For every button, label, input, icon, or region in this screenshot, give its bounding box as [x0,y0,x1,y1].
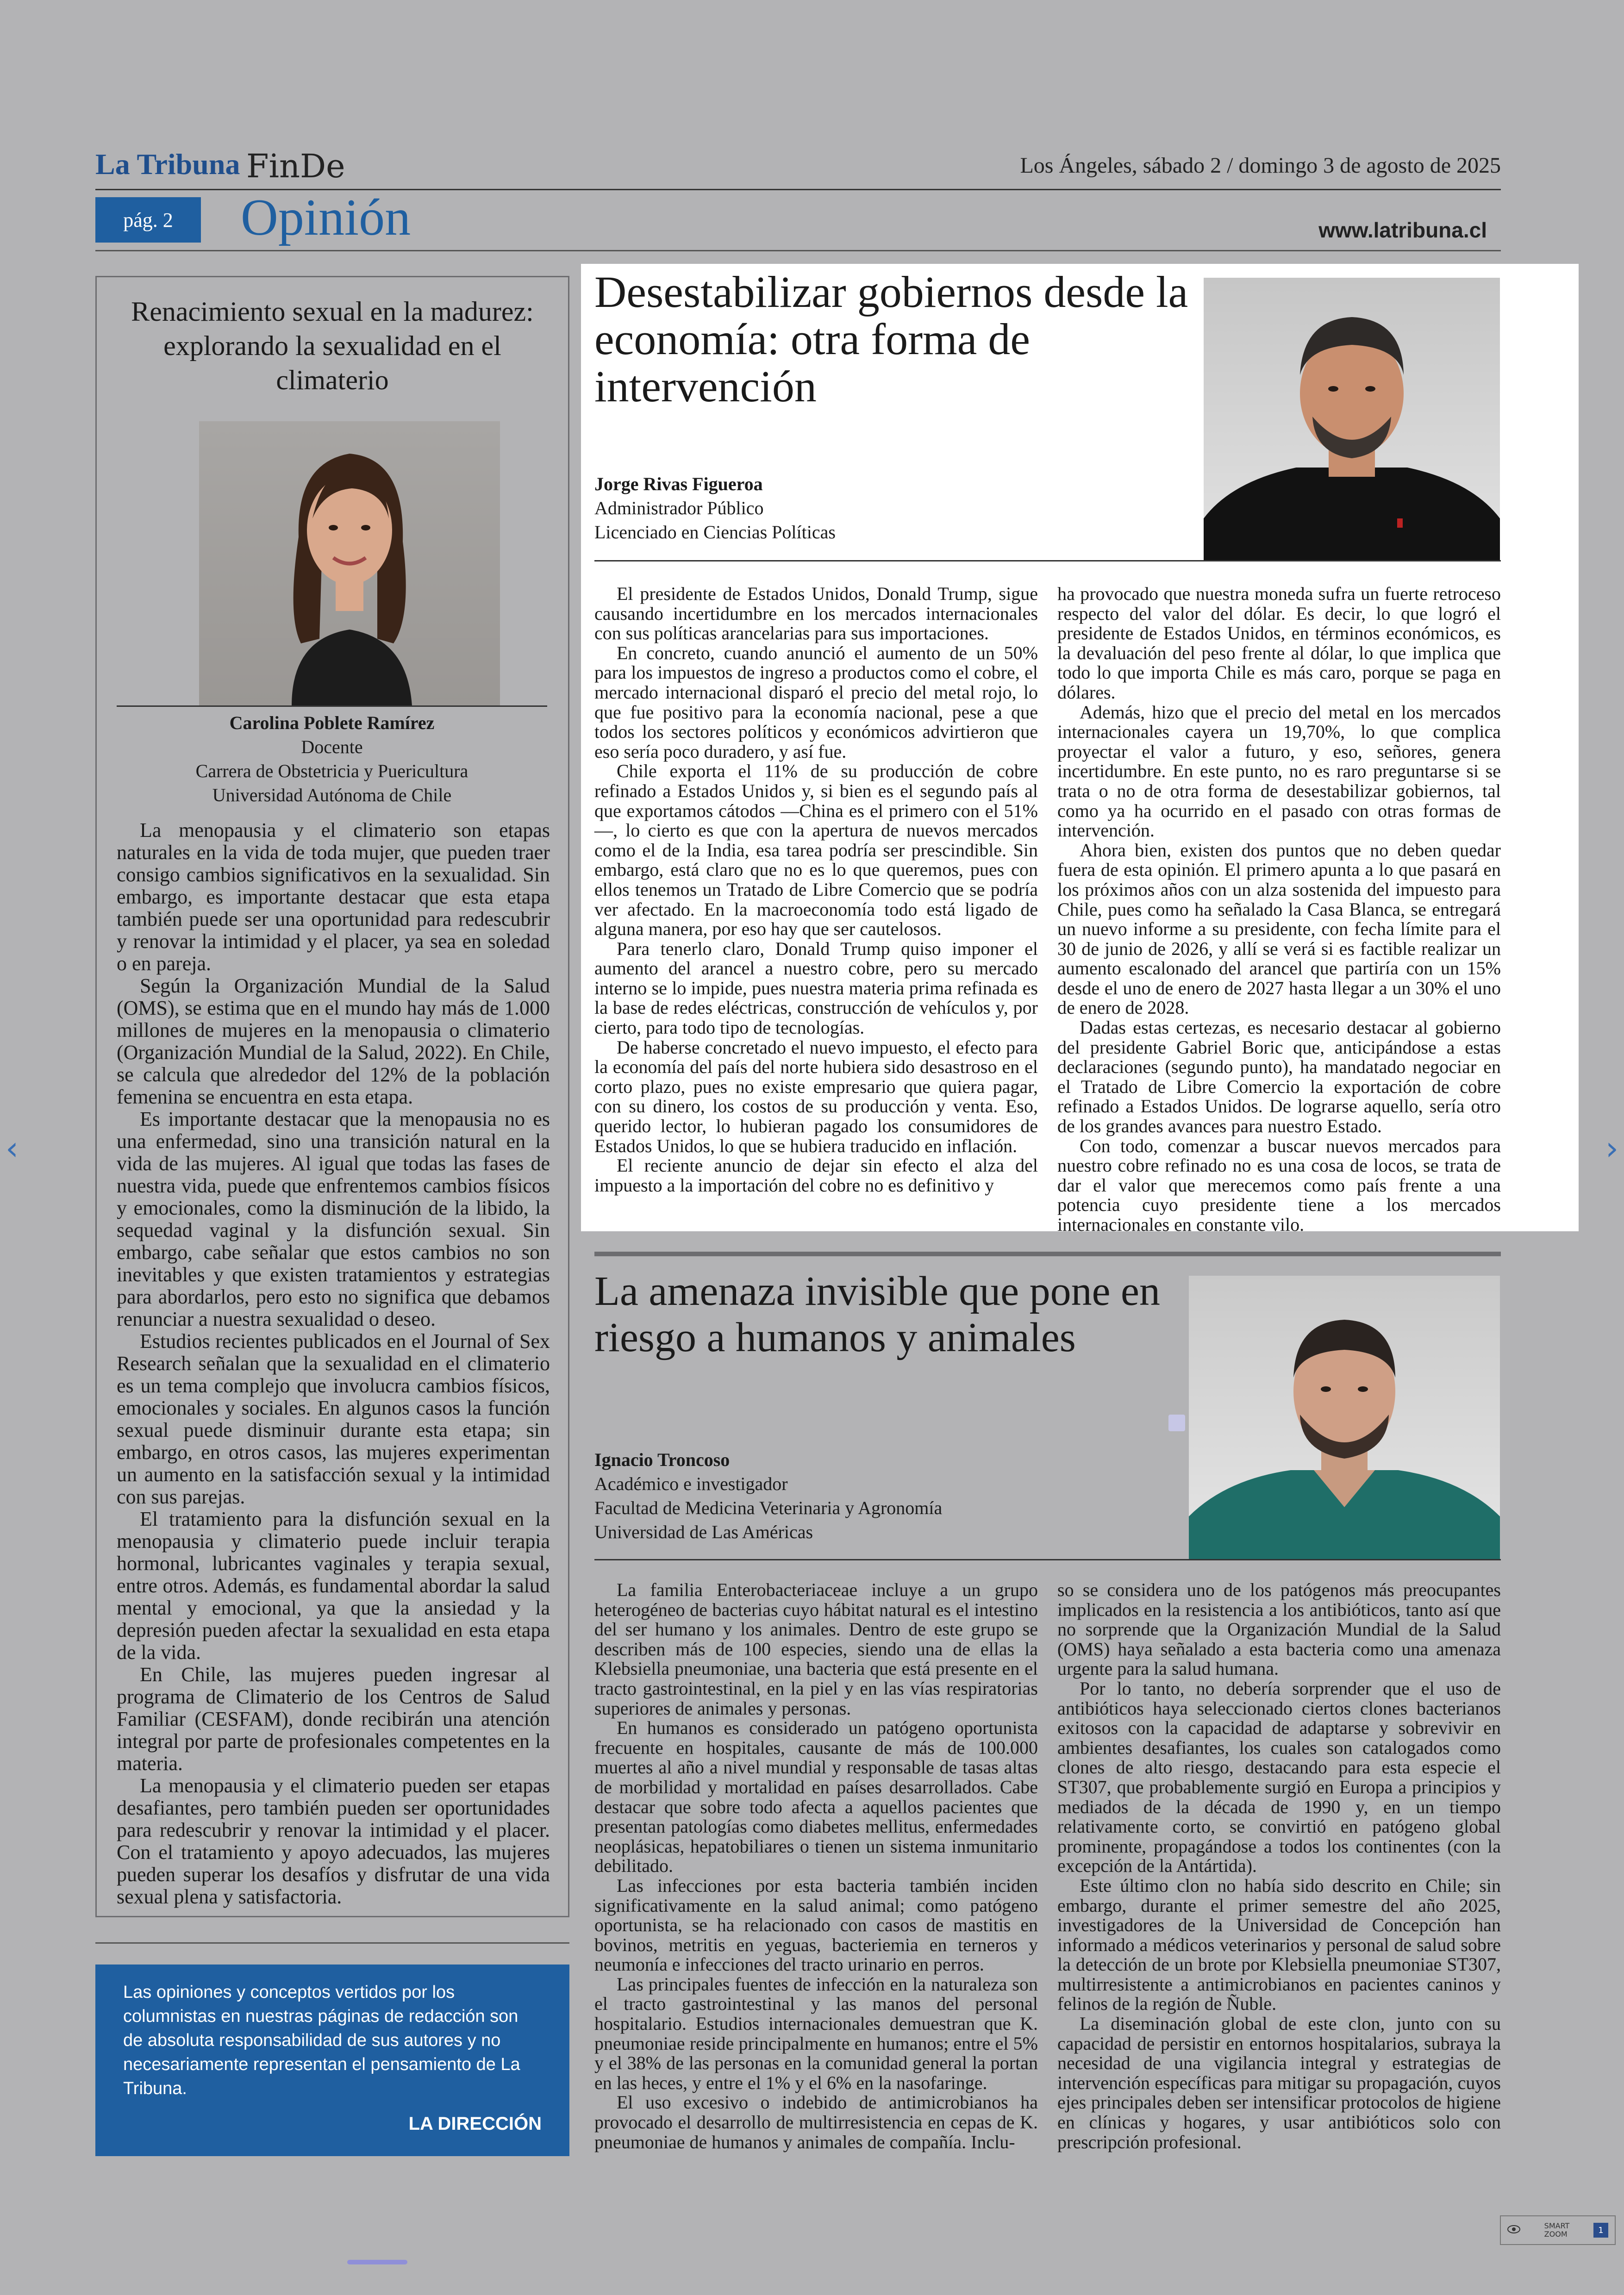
author-photo-woman [199,421,500,706]
paragraph: Por lo tanto, no debería sorprender que el uso de antibióticos haya seleccionado ciertos clones bacterianos exitosos con la capacidad de adaptarse y sobrevivir en ambientes desafiantes, los cuales son catalogados como clones de alto riesgo, destacando para esta especie el ST307, que probablemente surgió en Europa a principios y mediados de la década de 1990 y, en un tiempo relativamente corto, se convirtió en patógeno global prominente, propagándose a todos los continentes (con la excepción de la Antártida). [1057,1678,1501,1877]
paragraph: Chile exporta el 11% de su producción de cobre refinado a Estados Unidos y, si bien es el segundo país al que exportamos cátodos —China es el primero con el 51%—, lo cierto es que con la apertura de nuevos mercados como el de la India, esa tarea podría ser prescindible. Sin embargo, está claro que no es lo que queremos, pues con ellos tenemos un Tratado de Libre Comercio que se podría ver afectado. En la macroeconomía todo está ligado de alguna manera, por eso hay que ser cautelosos. [594,761,1038,940]
paragraph: La menopausia y el climaterio pueden ser etapas desafiantes, pero también pueden ser oportunidades para redescubrir y renovar la intimidad y el placer. Con el tratamiento y apoyo adecuados, las mujeres pueden superar los desafíos y disfrutar de una vida sexual plena y satisfactoria. [117,1774,550,1908]
eye-icon [1507,2225,1520,2235]
pin-icon[interactable] [1168,1415,1185,1431]
author-role: Académico e investigador [594,1473,788,1494]
smart-zoom-label-line1: SMART [1544,2221,1570,2230]
paragraph: En humanos es considerado un patógeno oportunista frecuente en hospitales, causante de más de 100.000 muertes al año a nivel mundial y responsable de tasas altas de morbilidad y mortalidad en países desarrollados. Cabe destacar que sobre todo afecta a aquellos pacientes que presentan patologías como diabetes mellitus, enfermedades neoplásicas, hepatobiliares o tienen un sistema inmunitario debilitado. [594,1717,1038,1877]
paragraph: Con todo, comenzar a buscar nuevos mercados para nuestro cobre refinado no es una cosa de locos, se trata de dar el valor que merecemos como país frente a una potencia cuyo presidente tiene a los mercados internacionales en constante vilo. [1057,1135,1501,1235]
author-role: Administrador Público [594,498,764,518]
paragraph: Es importante destacar que la menopausia no es una enfermedad, sino una transición natural en la vida de las mujeres. Al igual que todas las fases de nuestra vida, puede que enfrentemos cambios físicos y emocionales, como la disminución de la libido, la sequedad vaginal y la disfunción sexual. Sin embargo, cabe señalar que estos cambios no son inevitables y que existen tratamientos y estrategias para abordarlos, pero esto no significa que debamos renunciar a nuestra sexualidad o deseo. [117,1108,550,1330]
page-number-badge: 1 [1593,2223,1608,2238]
author-name: Carolina Poblete Ramírez [229,712,435,733]
smart-zoom-label-line2: ZOOM [1544,2230,1568,2239]
newspaper-logo: La Tribuna [95,148,240,181]
paragraph: Además, hizo que el precio del metal en los mercados internacionales cayera un 19,70%, lo que complica proyectar el valor a futuro, y eso, señores, genera incertidumbre. En este punto, no es raro preguntarse si se trata o no de otra forma de desestabilizar gobiernos, tal como ya ha ocurrido en el pasado con otras formas de intervención. [1057,701,1501,841]
bottom-article-top-rule [594,1252,1501,1256]
paragraph: Ahora bien, existen dos puntos que no deben quedar fuera de esta opinión. El primero apunta a lo que pasará en los próximos años con un alza sostenida del impuesto para Chile, pues como ha señalado la Casa Blanca, se entregará un nuevo informe a su presidente, con fecha límite para el 30 de junio de 2026, y allí se verá si es factible realizar un aumento escalonado del arancel que partiría con un 15% desde el uno de enero de 2027 hasta llegar a un 30% el uno de enero de 2028. [1057,839,1501,1018]
top-author-block [594,472,836,544]
paragraph: Según la Organización Mundial de la Salud (OMS), se estima que en el mundo hay más de 1.000 millones de mujeres en la menopausia o climaterio (Organización Mundial de la Salud, 2022). En Chile, se calcula que alrededor del 12% de la población femenina se encuentra en esta etapa. [117,974,550,1108]
author-role: Docente [301,736,363,757]
issue-date: Los Ángeles, sábado 2 / domingo 3 de agosto de 2025 [1020,153,1501,178]
paragraph: De haberse concretado el nuevo impuesto, el efecto para la economía del país del norte hubiera sido desastroso en el corto plazo, pues no existe empresario que quiera pagar, con su dinero, los costos de su producción y venta. Eso, querido lector, lo hubieran pagado los consumidores de Estados Unidos, lo que se hubiera traducido en inflación. [594,1036,1038,1156]
disclaimer-rule [95,1942,569,1944]
paragraph: La familia Enterobacteriaceae incluye a un grupo heterogéneo de bacterias cuyo hábitat natural es el intestino del ser humano y los animales. Dentro de este grupo se describen más de 100 especies, siendo una de ellas la Klebsiella pneumoniae, una bacteria que está presente en el tracto gastrointestinal, en la piel y en las vías respiratorias superiores de animales y personas. [594,1579,1038,1719]
top-article-title: Desestabilizar gobiernos desde la economía: otra forma de intervención [594,267,1188,411]
bottom-article-title: La amenaza invisible que pone en riesgo a humanos y animales [594,1268,1160,1360]
left-article-body [117,819,550,1908]
author-role: Carrera de Obstetricia y Puericultura [195,761,468,781]
paragraph: Este último clon no había sido descrito en Chile; sin embargo, durante el primer semestre del año 2025, investigadores de la Universidad de Concepción han informado a médicos veterinarios y personal de salud sobre la detección de un brote por Klebsiella pneumoniae ST307, multirresistente a antimicrobianos en pacientes caninos y felinos de la región de Ñuble. [1057,1875,1501,2014]
paragraph: ha provocado que nuestra moneda sufra un fuerte retroceso respecto del valor del dólar. Es decir, lo que logró el presidente de Estados Unidos, en términos económicos, es la devaluación del peso frente al dólar, lo que implica que todo lo que importa Chile es más caro, porque se paga en dólares. [1057,583,1501,703]
paragraph: Para tenerlo claro, Donald Trump quiso imponer el aumento del arancel a nuestro cobre, pero su mercado interno se lo impide, pues nuestra materia prima refinada es la base de redes eléctricas, construcción de vehículos y, por cierto, para todo tipo de tecnologías. [594,938,1038,1038]
top-article-column-1 [594,584,1038,1195]
author-name: Jorge Rivas Figueroa [594,474,763,494]
paragraph: En concreto, cuando anunció el aumento de un 50% para los impuestos de ingreso a productos como el cobre, el mercado internacional disparó el precio del metal rojo, lo que fue positivo para la economía nacional, pese a que todos los sectores políticos y económicos advirtieron que eso sería poco duradero, y así fue. [594,642,1038,762]
next-page-icon[interactable]: › [1605,1129,1618,1167]
disclaimer-text: Las opiniones y conceptos vertidos por los columnistas en nuestras páginas de redacción son de absoluta responsabilidad de sus autores y no necesariamente representan el pensamiento de La Tribuna. [123,1983,520,2098]
bottom-article-column-2 [1057,1580,1501,2152]
author-photo-vet [1189,1276,1500,1559]
header-rule-bottom [95,250,1501,251]
paragraph: Las principales fuentes de infección en la naturaleza son el tracto gastrointestinal y las manos del personal hospitalario. Estudios internacionales demuestran que K. pneumoniae reside principalmente en humanos; entre el 5% y el 38% de las personas en la comunidad general la portan en las heces, y entre el 1% y el 6% en la nasofaringe. [594,1973,1038,2093]
section-title: Opinión [241,189,411,246]
top-article-column-2 [1057,584,1501,1235]
paragraph: El presidente de Estados Unidos, Donald Trump, sigue causando incertidumbre en los mercados internacionales con sus políticas arancelarias para sus importaciones. [594,583,1038,644]
disclaimer-signature: LA DIRECCIÓN [408,2114,542,2134]
bottom-author-block [594,1448,942,1544]
left-author-block [117,711,547,807]
bottom-article-column-1 [594,1580,1038,2152]
paragraph: so se considera uno de los patógenos más preocupantes implicados en la resistencia a los antibióticos, tanto así que no sorprende que la Organización Mundial de la Salud (OMS) haya señalado a esta bacteria como una amenaza urgente para la salud humana. [1057,1579,1501,1679]
paragraph: El uso excesivo o indebido de antimicrobianos ha provocado el desarrollo de multirresistencia en cepas de K. pneumoniae de humanos y animales de compañía. Inclu- [594,2092,1038,2152]
smart-zoom-button[interactable] [1500,2215,1616,2245]
paragraph: La diseminación global de este clon, junto con su capacidad de persistir en entornos hospitalarios, subraya la necesidad de una vigilancia integral y estrategias de intervención específicas para mitigar su propagación, cuyos ejes principales deben ser intensificar protocolos de higiene en clínicas y hogares, y usar antibióticos solo con prescripción profesional. [1057,2013,1501,2152]
edition-name: FinDe [246,147,345,185]
paragraph: El tratamiento para la disfunción sexual en la menopausia y climaterio puede incluir terapia hormonal, lubricantes vaginales y terapia sexual, entre otros. Además, es fundamental abordar la salud mental y emocional, ya que la ansiedad y la depresión pueden afectar la sexualidad en esta etapa de la vida. [117,1508,550,1664]
photo-caption-rule [117,705,547,707]
author-name: Ignacio Troncoso [594,1449,730,1470]
author-affiliation: Universidad Autónoma de Chile [212,785,452,805]
website-url: www.latribuna.cl [1318,218,1487,242]
paragraph: Dadas estas certezas, es necesario destacar al gobierno del presidente Gabriel Boric que, anticipándose a estas declaraciones (segundo punto), ha mandatado negociar en el Tratado de Libre Comercio la exportación de cobre refinado a Estados Unidos. De lograrse aquello, sería otro de los grandes avances para nuestro Estado. [1057,1017,1501,1137]
paragraph: Estudios recientes publicados en el Journal of Sex Research señalan que la sexualidad en el climaterio es un tema complejo que involucra cambios físicos, emocionales y sociales. En algunos casos la función sexual puede disminuir durante esta etapa; sin embargo, en otros casos, las mujeres experimentan un aumento en la satisfacción sexual y la intimidad con sus parejas. [117,1330,550,1508]
author-affiliation: Universidad de Las Américas [594,1522,813,1542]
author-role: Licenciado en Ciencias Políticas [594,522,836,543]
previous-page-icon[interactable]: ‹ [6,1129,19,1167]
bottom-article-rule [594,1559,1501,1560]
top-article-rule [594,560,1501,561]
author-photo-man [1204,278,1500,560]
paragraph: Las infecciones por esta bacteria también inciden significativamente en la salud animal; como patógeno oportunista, se ha relacionado con casos de mastitis en bovinos, metritis en yeguas, bacteriemia en terneros y neumonía e infecciones del tracto urinario en perros. [594,1875,1038,1975]
page-scrollbar[interactable] [347,2260,407,2264]
smart-zoom-label [1544,2222,1570,2239]
paragraph: La menopausia y el climaterio son etapas naturales en la vida de toda mujer, que pueden traer consigo cambios significativos en la sexualidad. Sin embargo, es importante destacar que esta etapa también puede ser una oportunidad para redescubrir y renovar la intimidad y el placer, ya sea en soledad o en pareja. [117,819,550,975]
page-badge: pág. 2 [95,197,201,243]
author-affiliation: Facultad de Medicina Veterinaria y Agronomía [594,1497,943,1518]
disclaimer-box [95,1964,569,2156]
left-article-title: Renacimiento sexual en la madurez: explorando la sexualidad en el climaterio [131,296,534,395]
paragraph: El reciente anuncio de dejar sin efecto el alza del impuesto a la importación del cobre no es definitivo y [594,1155,1038,1196]
paragraph: En Chile, las mujeres pueden ingresar al programa de Climaterio de los Centros de Salud Familiar (CESFAM), donde recibirán una atención integral por parte de profesionales competentes en la materia. [117,1663,550,1775]
